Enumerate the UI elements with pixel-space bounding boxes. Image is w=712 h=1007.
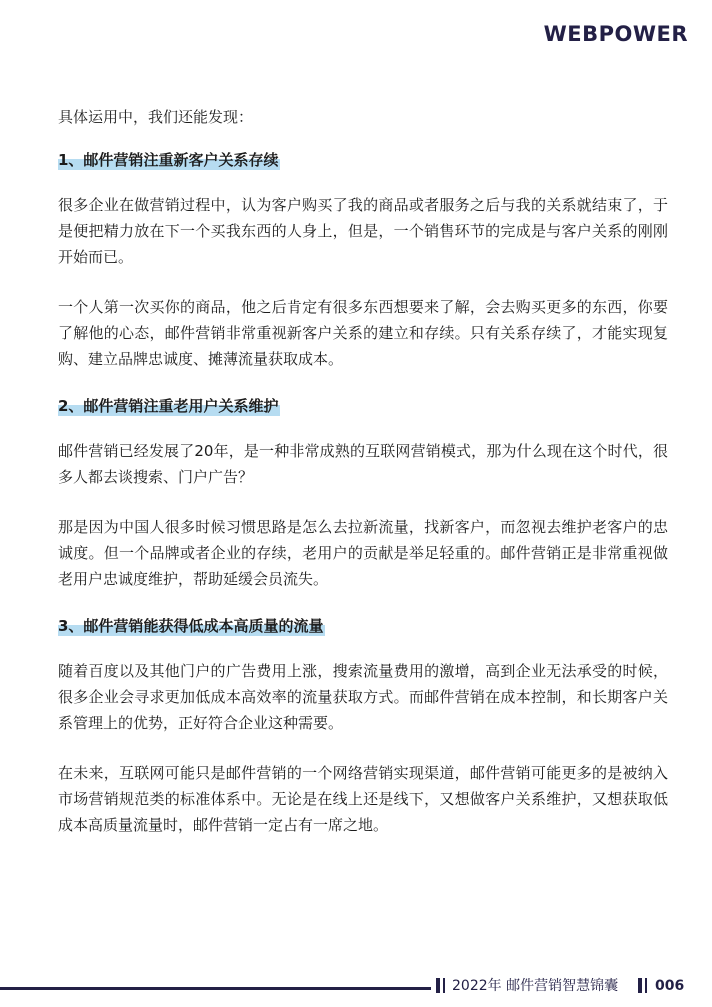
paragraph: 随着百度以及其他门户的广告费用上涨，搜索流量费用的激增，高到企业无法承受的时候，很多企业会寻求更加低成本高效率的流量获取方式。而邮件营销在成本控制，和长期客户关系管理上的优势，正好符合企业这种需要。	[58, 662, 668, 732]
section-2	[58, 396, 668, 592]
section-1	[58, 150, 668, 372]
page-footer	[0, 957, 712, 1007]
footer-rule	[0, 987, 431, 990]
section-3	[58, 616, 668, 838]
paragraph: 一个人第一次买你的商品，他之后肯定有很多东西想要来了解，会去购买更多的东西，你要了解他的心态，邮件营销非常重视新客户关系的建立和存续。只有关系存续了，才能实现复购、建立品牌忠诚度、摊薄流量获取成本。	[58, 298, 668, 368]
paragraph: 在未来，互联网可能只是邮件营销的一个网络营销实现渠道，邮件营销可能更多的是被纳入市场营销规范类的标准体系中。无论是在线上还是线下，又想做客户关系维护，又想获取低成本高质量流量时，邮件营销一定占有一席之地。	[58, 764, 668, 834]
webpower-logo: WEBPOWER	[543, 22, 688, 46]
section-heading: 2、邮件营销注重老用户关系维护	[58, 397, 279, 415]
intro-text: 具体运用中，我们还能发现：	[58, 108, 254, 126]
footer-divider	[443, 978, 445, 993]
section-heading: 1、邮件营销注重新客户关系存续	[58, 151, 279, 169]
footer-divider	[436, 978, 440, 993]
section-heading: 3、邮件营销能获得低成本高质量的流量	[58, 617, 324, 635]
paragraph: 邮件营销已经发展了20年，是一种非常成熟的互联网营销模式，那为什么现在这个时代，很多人都去谈搜索、门户广告？	[58, 442, 668, 486]
page-content	[58, 104, 668, 862]
footer-divider	[645, 978, 647, 993]
footer-title: 2022年 邮件营销智慧锦囊	[452, 978, 619, 994]
page-number: 006	[655, 978, 685, 994]
paragraph: 很多企业在做营销过程中，认为客户购买了我的商品或者服务之后与我的关系就结束了，于是便把精力放在下一个买我东西的人身上，但是，一个销售环节的完成是与客户关系的刚刚开始而已。	[58, 196, 668, 266]
footer-divider	[638, 978, 642, 993]
paragraph: 那是因为中国人很多时候习惯思路是怎么去拉新流量，找新客户，而忽视去维护老客户的忠诚度。但一个品牌或者企业的存续，老用户的贡献是举足轻重的。邮件营销正是非常重视做老用户忠诚度维护，帮助延缓会员流失。	[58, 518, 668, 588]
